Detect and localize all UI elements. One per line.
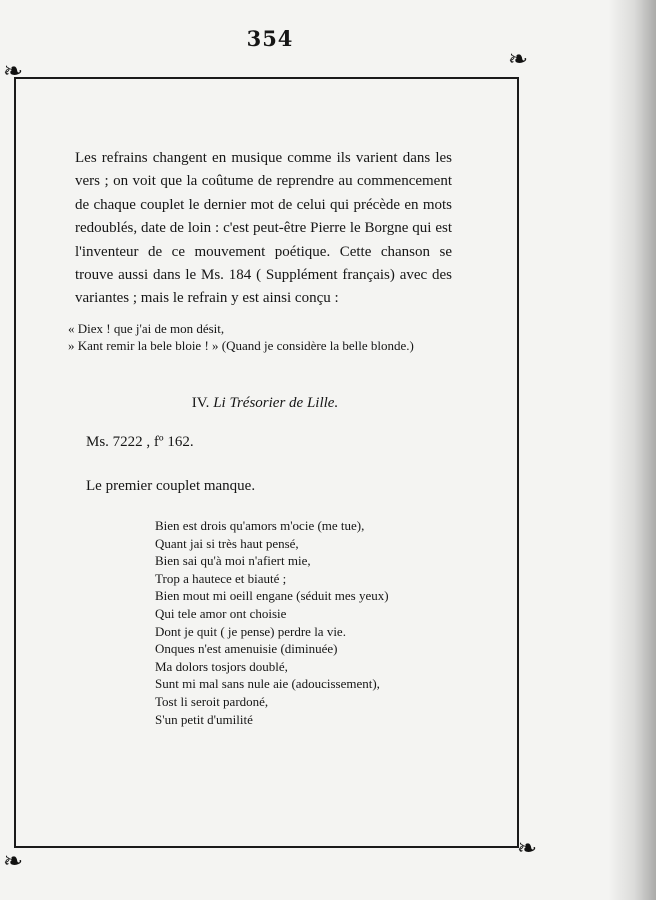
section-heading (0, 395, 530, 412)
poem-line: Ma dolors tosjors doublé, (155, 658, 288, 674)
poem-line: Sunt mi mal sans nule aie (adoucissement), (155, 676, 380, 692)
quote-line: » Kant remir la bele bloie ! » (Quand je considère la belle blonde.) (68, 338, 414, 353)
poem-line: Trop a hautece et biauté ; (155, 570, 287, 586)
corner-ornament-icon: ❧ (507, 45, 529, 73)
section-number: IV. (191, 395, 210, 411)
poem-line: Quant jai si très haut pensé, (155, 535, 299, 551)
manuscript-reference: Ms. 7222 , fº 162. (86, 434, 194, 450)
refrain-quote (68, 320, 468, 354)
poem-line: Dont je quit ( je pense) perdre la vie. (155, 623, 346, 639)
poem-line: Bien sai qu'à moi n'afiert mie, (155, 553, 311, 569)
poem-line: Tost li seroit pardoné, (155, 693, 269, 709)
corner-ornament-icon: ❧ (516, 834, 538, 862)
poem-line: Bien mout mi oeill engane (séduit mes yeux) (155, 588, 389, 604)
page-number: 354 (246, 26, 294, 51)
editorial-note: Le premier couplet manque. (86, 478, 256, 494)
quote-line: « Diex ! que j'ai de mon désit, (68, 321, 225, 336)
poem-line: Onques n'est amenuisie (diminuée) (155, 641, 338, 657)
poem (155, 517, 389, 728)
corner-ornament-icon: ❧ (2, 847, 24, 875)
poem-line: Qui tele amor ont choisie (155, 605, 287, 621)
poem-line: S'un petit d'umilité (155, 711, 253, 727)
page-edge-shadow (608, 0, 656, 900)
section-title: Li Trésorier de Lille. (213, 395, 339, 411)
corner-ornament-icon: ❧ (2, 57, 24, 85)
poem-line: Bien est drois qu'amors m'ocie (me tue), (155, 518, 365, 533)
body-paragraph: Les refrains changent en musique comme ils varient dans les vers ; on voit que la coûtume de reprendre au commencement de chaque couplet le dernier mot de celui qui précède en mots redoublés, date de loin : c'est peut-être Pierre le Borgne qui est l'inventeur de ce mouvement poétique. Cette chanson se trouve aussi dans le Ms. 184 ( Supplément français) avec des variantes ; mais le refrain y est ainsi conçu : (75, 150, 452, 307)
